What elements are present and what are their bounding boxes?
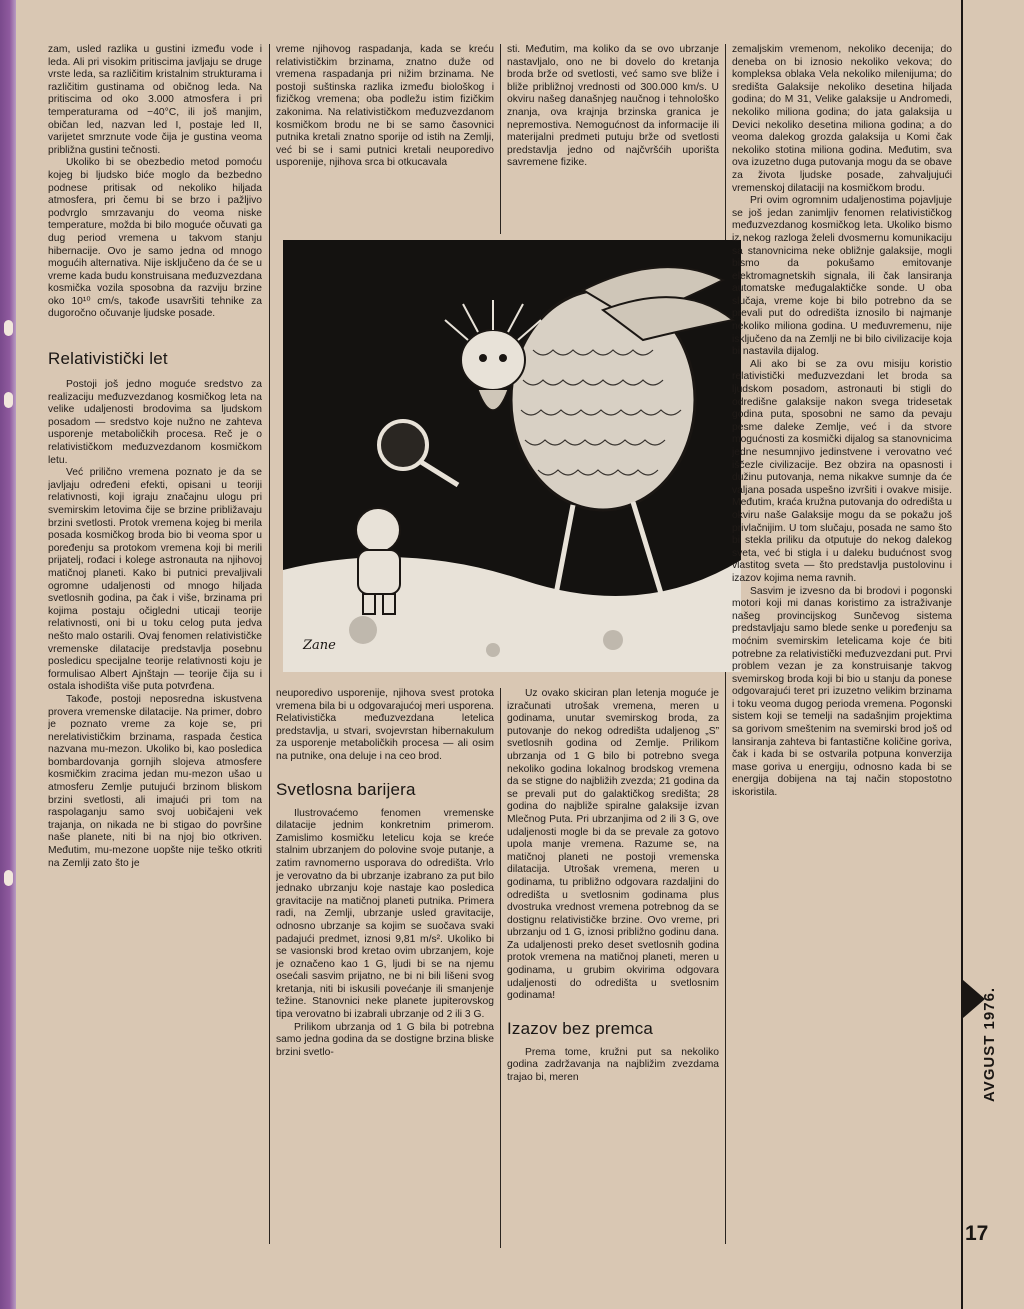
section-heading: Izazov bez premca	[507, 1018, 654, 1038]
creature-eye	[499, 354, 507, 362]
page-edge-strip	[0, 0, 16, 1309]
paragraph: Već prilično vremena poznato je da se javljaju određeni efekti, opisani u teoriji relativnosti, koji igraju značajnu ulogu pri svemirskim letovima čije se brzine približavaju brzini svetlosti. Protok vremena kojeg bi merila posada kosmičkog broda bio bi veoma spor u poređenju sa protokom vremena koji bi merili prijatelj, rođaci i kolege astronauta na njihovoj matičnoj planeti. Kako bi putnici prevaljivali ogromne udaljenosti od mnogo hiljada svetlosnih godina, pa čak i više, brzinama pri kojima postaju očigledni uticaji teorije relativnosti, oni bi u toku celog puta jedva nešto malo ostarili. Ovaj fenomen relativističke vremenske dilatacije predstavlja posebnu posledicu specijalne teorije relativnosti koju je formulisao Albert Ajnštajn — teorije čija su i ostala ishodišta više puta potvrđena.	[48, 467, 262, 693]
paragraph: Ali ako bi se za ovu misiju koristio relativistički međuzvezdani let broda sa ljudskom posadom, astronauti bi stigli do odredišne galaksije nakon svega tridesetak godina puta, sposobni ne samo da pevaju pesme daleke Zemlje, već i da stvore mogućnosti za kosmički dijalog sa stanovnicima jedne nesumnjivo jedinstvene i verovatno već iščezle civilizacije. Bez obzira na opasnosti i dužinu putovanja, nema nikakve sumnje da će valjana posada uspešno izvršiti i ovakve misije. Međutim, kraća kružna putovanja do odredišta u okviru naše Galaksije mogu da se pokažu još privlačnijim. U tom slučaju, posada ne samo što bi stekla priliku da otputuje do nekog dalekog sveta, već bi stigla i u daleku budućnost svog vlastitog sveta — što predstavlja pustolovinu i izazov kojima nema ravnih.	[732, 358, 952, 584]
crater	[603, 630, 623, 650]
section-heading: Relativistički let	[48, 349, 168, 369]
paragraph: sti. Međutim, ma koliko da se ovo ubrzanje nastavljalo, ono ne bi dovelo do kretanja broda brže od svetlosti, već samo sve bliže i bliže približnoj vrednosti od 300.000 km/s. U okviru našeg današnjeg naučnog i tehnološko znanja, ova krajnja brzinska granica je nepremostiva. Nemogućnost da informacije ili materijalni predmeti putuju brže od svetlosti predstavlja jedno od najčvršćih uporišta savremene fizike.	[507, 44, 719, 169]
issue-date: AVGUST 1976.	[981, 986, 998, 1102]
creature-eye	[479, 354, 487, 362]
paragraph: Postoji još jedno moguće sredstvo za realizaciju međuzvezdanog kosmičkog leta na velike udaljenosti brodovima sa ljudskom posadom — sredstvo koje nužno ne zahteva usporenje metaboličkih procesa. Reč je o relativističkom međuzvezdanom kosmičkom letu.	[48, 379, 262, 466]
column-rule	[500, 44, 501, 234]
crater	[486, 643, 500, 657]
binding-hole	[4, 392, 13, 408]
paragraph: Prema tome, kružni put sa nekoliko godina zadržavanja na najbližim zvezdama trajao bi, meren	[507, 1046, 719, 1084]
paragraph: Takođe, postoji neposredna iskustvena provera vremenske dilatacije. Na primer, dobro je poznato vreme za koje se, pri nerelativističkim brzinama, raspada čestica nazvana mu-mezon. Ukoliko bi, kao posledica bombardovanja gornjih slojeva atmosfere kosmičkim zracima jedan mu-mezon ušao u atmosferu Zemlje putujući brzinom bliskom brzini svetlosti, ali imajući pri tom na raspolaganju samo svoj uobičajeni vek trajanja, on nikada ne bi stigao do površine naše planete, niti bi na njoj bio otkriven. Međutim, mu-mezone uopšte nije teško otkriti na Zemlji zato što je	[48, 693, 262, 869]
paragraph: Prilikom ubrzanja od 1 G bila bi potrebna samo jedna godina da se dostigne brzina bliske brzini svetlo-	[276, 1021, 494, 1058]
artist-signature: Zane	[303, 638, 336, 653]
moon-surface	[283, 557, 741, 672]
paragraph: Sasvim je izvesno da bi brodovi i pogonski motori koji mi danas koristimo za istraživanje našeg provincijskog Sunčevog sistema predstavljaju samo blede senke u poređenju sa moćnim svemirskim letelicama koje će biti potrebne za relativistički međuzvezdani put. Prvi problem vezan je za konstruisanje takvog svemirskog broda koji bi bio u stanju da ponese odgovarajući teret pri izuzetno velikim brzinama i toku veoma dugog perioda vremena. Pogonski sistem koji se temelji na sadašnjim projektima sa gorivom smeštenim na svemirski brod još od lansiranja zahteva bi fantastične količine goriva, čak i kada bi se ostvarila potpuna konverzija mase goriva u energiju, odnosno kada bi se energija dobijena na taj način stopostotno iskoristila.	[732, 585, 952, 799]
column-1	[48, 44, 262, 1244]
column-3-bottom	[507, 688, 719, 1248]
column-4	[732, 44, 952, 1244]
binding-hole	[4, 320, 13, 336]
margin-rule	[961, 0, 963, 1309]
paragraph: zam, usled razlika u gustini između vode i leda. Ali pri visokim pritiscima javljaju se druge vrste leda, sa različitim kristalnim strukturama i različitim gustinama od običnog leda. Na pritiscima od oko 3.000 atmosfera i pri temperaturama od −40°C, ili još manjim, običan led, nazvan led I, postaje led II, varijetet smrznute vode čija je gustina veoma približna gustini tečnosti.	[48, 44, 262, 156]
column-3-top	[507, 44, 719, 234]
astronaut-suit	[358, 550, 400, 594]
illustration-drawing	[283, 240, 741, 672]
paragraph: Uz ovako skiciran plan letenja moguće je izračunati utrošak vremena, meren u godinama, unutar svemirskog broda, za putovanje do nekog odredišta udaljenog „S” svetlosnih godina od Zemlje. Prilikom ubrzanja od 1 G bilo bi potrebno svega nekoliko godina lokalnog brodskog vremena da se stigne do najbližih zvezda; 21 godina da se prevali put do galaktičkog središta; 28 godina do najbliže spiralne galaksije izvan Mlečnog Puta. Pri ubrzanjima od 2 ili 3 G, ove udaljenosti mogle bi da se prevale za gotovo upola manje vremena. Razume se, na matičnoj planeti ne postoji vremenska dilatacija. Utrošak vremena, meren u godinama, tu približno odgovara razdaljini do odredišta u svetlosnim godinama plus dvostruka vrednost vremena potrebnog da se dostignu relativističke brzine. Ovo vreme, pri ubrzanju od 1 G, iznosi približno godinu dana. Za udaljenosti preko deset svetlosnih godina protok vremena na matičnoj planeti, meren u godinama, u grubim okvirima odgovara udaljenosti do odredišta u svetlosnim godinama!	[507, 688, 719, 1002]
astronaut-helmet	[356, 508, 400, 552]
crater	[349, 616, 377, 644]
paragraph: Pri ovim ogromnim udaljenostima pojavljuje se još jedan zanimljiv fenomen relativističkog međuzvezdanog kosmičkog leta. Ukoliko bismo iz nekog razloga želeli dvosmernu komunikaciju sa stanovnicima neke obližnje galaksije, mogli bismo da pokušamo emitovanje elektromagnetskih signala, ili čak lansiranja automatske međugalaktičke sonde. U oba slučaja, vreme koje bi bilo potrebno da se prevali put do odredišta iznosilo bi najmanje nekoliko miliona godina. U međuvremenu, nije isključeno da na Zemlji ne bi bilo civilizacije koja bi nastavila dijalog.	[732, 195, 952, 358]
paragraph: Ukoliko bi se obezbedio metod pomoću kojeg bi ljudsko biće moglo da bezbedno podnese pritisak od nekoliko hiljada atmosfera, pri čemu bi se brzo i pažljivo podvrglo smrzavanju do veoma niske temperature, možda bi bilo moguće očuvati ga dug period vremena u takvom stanju hibernacije. Ovo je samo jedna od mnogo mogućih alternativa. Nije isključeno da će se u vreme kada budu konstruisana međuzvezdana kosmička vozila sposobna da razviju brzine oko 10¹⁰ cm/s, takođe usavršiti tehnike za dugoročno očuvanje ljudske posade.	[48, 157, 262, 320]
creature-beard	[478, 390, 508, 410]
paragraph: vreme njihovog raspadanja, kada se kreću relativističkim brzinama, znatno duže od vremena raspadanja pri nižim brzinama. Ne postoji suštinska razlika između biološkog i fizičkog vremena; oba podležu istim fizičkim zakonima. Na relativističkom međuzvezdanom kosmičkom brodu ne bi se samo časovnici putnika kretali znatno sporije od istih na Zemlji, već bi se i sami putnici kretali neuporedivo usporenije, njihova srca bi otkucavala	[276, 44, 494, 169]
creature-head	[461, 330, 525, 390]
paragraph: neuporedivo usporenije, njihova svest protoka vremena bila bi u odgovarajućoj meri usporena. Relativistička međuzvezdana letelica predstavlja, u stvari, svojevrstan hibernakulum za usporenje metaboličkih procesa — ali osim na putnike, ona deluje i na ceo brod.	[276, 688, 494, 762]
paragraph: zemaljskim vremenom, nekoliko decenija; do deneba on bi iznosio nekoliko vekova; do kompleksa oblaka Vela nekoliko milenijuma; do središta Galaksije nekoliko desetina hiljada godina; do M 31, Velike galaksije u Andromedi, nekoliko miliona godina; do jata galaksija u Devici nekoliko desetina miliona godina; a do veoma dalekog grozda galaksija u Komi čak nekoliko stotina miliona godina. Međutim, sva ova izuzetno duga putovanja mogu da se obave za života ljudske posade, zahvaljujući vremenskoj dilataciji na kosmičkom brodu.	[732, 44, 952, 194]
binding-hole	[4, 870, 13, 886]
column-rule	[500, 688, 501, 1248]
illustration-astronaut-and-bird-creature	[283, 240, 741, 672]
column-rule	[269, 44, 270, 1244]
page-number: 17	[965, 1222, 989, 1245]
column-2-bottom	[276, 688, 494, 1248]
column-2-top	[276, 44, 494, 234]
magnifying-glass-icon	[379, 421, 427, 469]
paragraph: Ilustrovaćemo fenomen vremenske dilatacije jednim konkretnim primerom. Zamislimo kosmičku letelicu koja se kreće stalnim ubrzanjem do polovine svoje putanje, a zatim ravnomerno usporava do odredišta. Vrlo je verovatno da bi ubrzanje izabrano za put bilo jednako ubrzanju koje nastaje kao posledica gravitacije na matičnoj planeti putnika. Primera radi, na Zemlji, ubrzanje usled gravitacije, odnosno ubrzanje sa kojim se suočava svaki padajući predmet, iznosi 9,81 m/s². Ukoliko bi se vasionski brod kretao ovim ubrzanjem, koje je označeno kao 1 G, ljudi bi se na njemu osećali sasvim prijatno, ne bi ni bili lišeni svog kretanja, niti bi iskusili povećanje ili smanjenje težine. Stanovnici neke planete jupiterovskog tipa verovatno bi izabrali ubrzanje od 2 ili 3 G.	[276, 807, 494, 1021]
section-heading: Svetlosna barijera	[276, 779, 416, 799]
